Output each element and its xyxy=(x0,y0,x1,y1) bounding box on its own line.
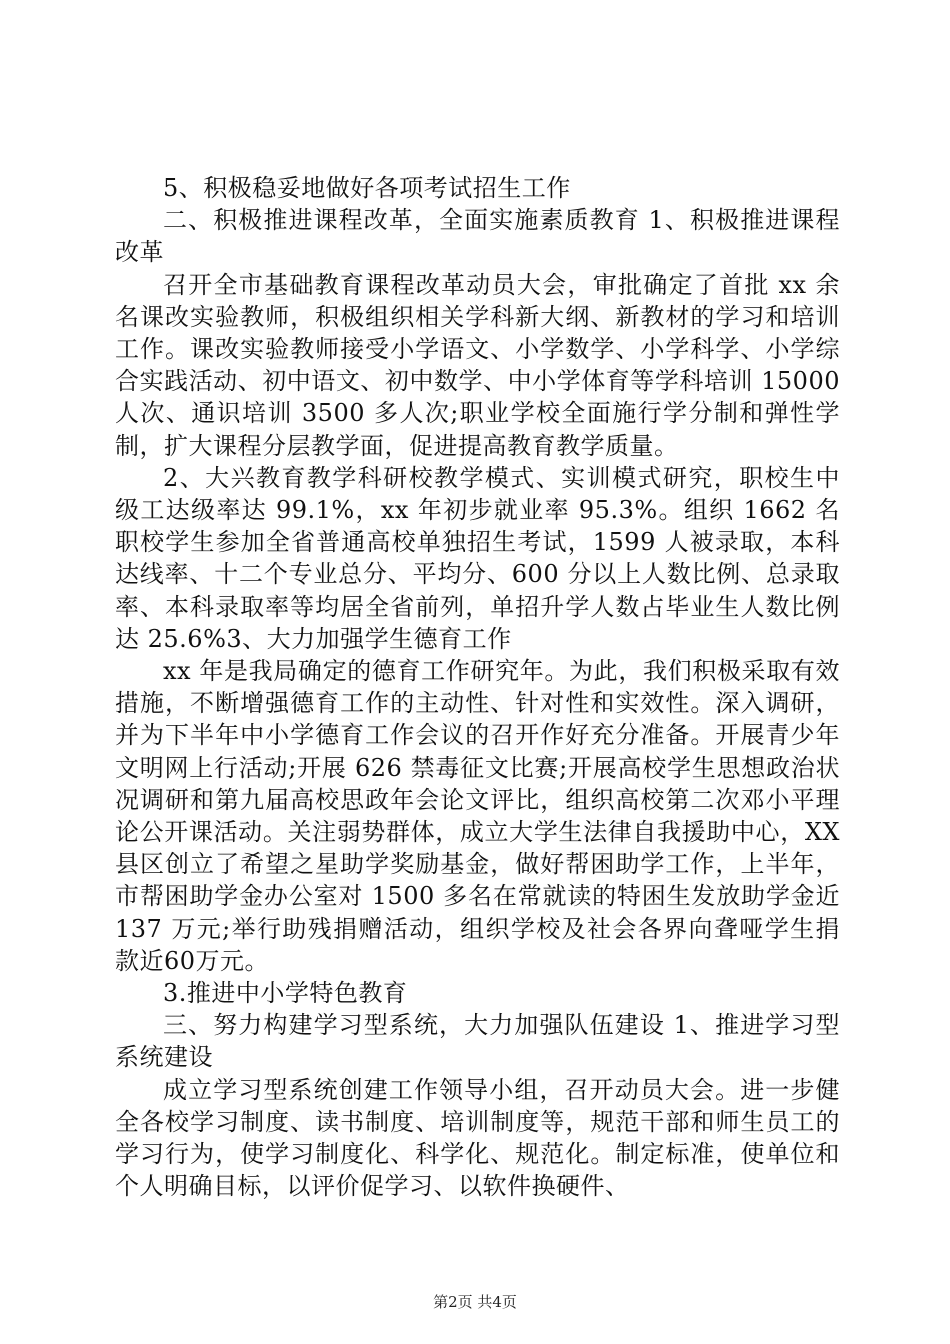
paragraph-featured-education: 3.推进中小学特色教育 xyxy=(163,979,408,1008)
paragraph-curriculum-reform: 召开全市基础教育课程改革动员大会，审批确定了首批 xx 余名课改实验教师，积极组织相关学科新大纲、新教材的学习和培训工作。课改实验教师接受小学语文、小学数学、小学科学、小学综合实践活动、初中语文、初中数学、中小学体育等学科培训 15000 人次、通识培训 3500 多人次;职业学校全面施行学分制和弹性学制，扩大课程分层教学面，促进提高教育教学质量。 xyxy=(115,270,840,460)
paragraph-exam-enrollment: 5、积极稳妥地做好各项考试招生工作 xyxy=(163,174,571,202)
paragraph-moral-education: xx 年是我局确定的德育工作研究年。为此，我们积极采取有效措施，不断增强德育工作的主动性、针对性和实效性。深入调研，并为下半年中小学德育工作会议的召开作好充分准备。开展青少年文明网上行活动;开展 626 禁毒征文比赛;开展高校学生思想政治状况调研和第九届高校思政年会论文评比，组织高校第二次邓小平理论公开课活动。关注弱势群体，成立大学生法律自我援助中心，XX 县区创立了希望之星助学奖励基金，做好帮困助学工作，上半年，市帮困助学金办公室对 1500 多名在常就读的特困生发放助学金近 137 万元;举行助残捐赠活动，组织学校及社会各界向聋哑学生捐款近60万元。 xyxy=(115,657,840,975)
page-number-footer: 第2页 共4页 xyxy=(433,1293,517,1311)
paragraph-vocational-research: 2、大兴教育教学科研校教学模式、实训模式研究，职校生中级工达级率达 99.1%，xx 年初步就业率 95.3%。组织 1662 名职校学生参加全省普通高校单独招生考试，1599 人被录取，本科达线率、十二个专业总分、平均分、600 分以上人数比例、总录取率、本科录取率等均居全省前列，单招升学人数占毕业生人数比例达 25.6%3、大力加强学生德育工作 xyxy=(115,463,840,653)
document-body xyxy=(115,172,840,1203)
paragraph-learning-system-heading: 三、努力构建学习型系统，大力加强队伍建设 1、推进学习型系统建设 xyxy=(115,1011,840,1072)
paragraph-learning-system: 成立学习型系统创建工作领导小组，召开动员大会。进一步健全各校学习制度、读书制度、培训制度等，规范干部和师生员工的学习行为，使学习制度化、科学化、规范化。制定标准，使单位和个人明确目标，以评价促学习、以软件换硬件、 xyxy=(115,1075,840,1201)
paragraph-curriculum-reform-heading: 二、积极推进课程改革，全面实施素质教育 1、积极推进课程改革 xyxy=(115,206,840,267)
